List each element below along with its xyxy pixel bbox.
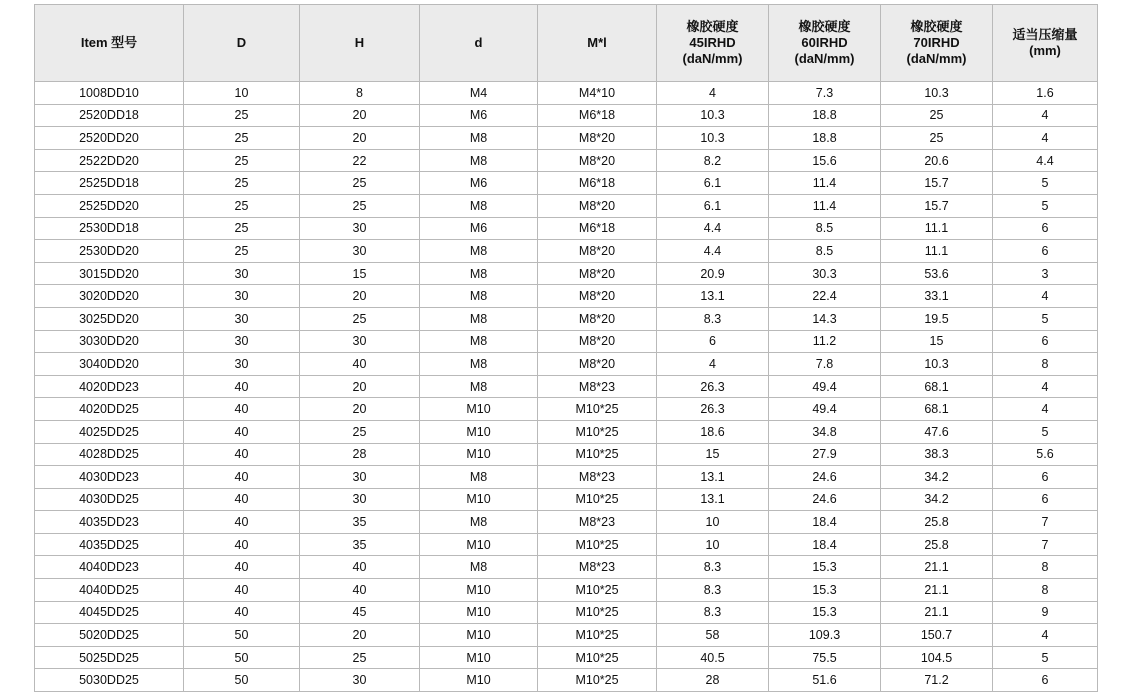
table-cell: 8.5 [769,240,881,263]
table-cell: 10.3 [881,82,993,105]
table-cell: 6 [993,240,1098,263]
table-cell: 25.8 [881,533,993,556]
table-cell: 20 [300,104,420,127]
table-cell: 20.9 [657,262,769,285]
table-cell: 47.6 [881,420,993,443]
table-cell: M8 [420,330,538,353]
table-cell: 8.3 [657,307,769,330]
table-row [35,556,1098,579]
table-cell: M8*20 [538,285,657,308]
table-cell: M8 [420,149,538,172]
table-cell: 18.6 [657,420,769,443]
table-cell: 15.3 [769,556,881,579]
table-cell: M10 [420,646,538,669]
table-cell: 4 [657,353,769,376]
table-cell: 40 [184,375,300,398]
table-cell: 9 [993,601,1098,624]
table-cell: M10*25 [538,533,657,556]
table-cell: 40 [184,398,300,421]
table-cell: 6.1 [657,194,769,217]
column-header-line: d [474,34,483,50]
table-row [35,127,1098,150]
column-header-line: (daN/mm) [794,51,855,67]
table-cell: 6 [993,330,1098,353]
table-cell: 40 [300,353,420,376]
column-header-line: (daN/mm) [906,51,967,67]
column-header-8 [993,5,1098,82]
table-row [35,149,1098,172]
column-header-line: 橡胶硬度 [798,18,851,34]
table-cell: 25 [300,420,420,443]
table-cell: 8.5 [769,217,881,240]
table-cell: M8*20 [538,194,657,217]
table-cell: 24.6 [769,466,881,489]
table-cell: 11.4 [769,194,881,217]
column-header-1 [184,5,300,82]
table-cell: 8 [300,82,420,105]
table-cell: M10*25 [538,579,657,602]
table-cell: 8 [993,556,1098,579]
table-cell: M10 [420,398,538,421]
cell-item-model: 5025DD25 [35,646,184,669]
table-cell: M6*18 [538,217,657,240]
cell-item-model: 4040DD25 [35,579,184,602]
table-cell: M8*23 [538,556,657,579]
table-cell: M10*25 [538,488,657,511]
table-cell: 6.1 [657,172,769,195]
table-row [35,375,1098,398]
table-cell: M8 [420,375,538,398]
table-row [35,646,1098,669]
table-cell: M10 [420,624,538,647]
table-row [35,624,1098,647]
cell-item-model: 4025DD25 [35,420,184,443]
table-cell: 40 [184,488,300,511]
table-cell: 6 [993,488,1098,511]
table-cell: 26.3 [657,375,769,398]
column-header-7 [881,5,993,82]
table-cell: M10 [420,488,538,511]
table-cell: 15 [657,443,769,466]
table-cell: M10 [420,420,538,443]
cell-item-model: 2525DD18 [35,172,184,195]
table-cell: 27.9 [769,443,881,466]
table-cell: M10*25 [538,669,657,692]
table-cell: 25 [300,646,420,669]
table-row [35,82,1098,105]
table-cell: M8 [420,353,538,376]
table-cell: 25 [184,104,300,127]
table-cell: 50 [184,669,300,692]
table-cell: M8 [420,262,538,285]
table-cell: M8 [420,285,538,308]
table-cell: M8 [420,194,538,217]
table-cell: 40 [184,533,300,556]
table-cell: 19.5 [881,307,993,330]
cell-item-model: 4035DD23 [35,511,184,534]
table-cell: 11.2 [769,330,881,353]
table-cell: 21.1 [881,601,993,624]
table-cell: 40 [184,420,300,443]
table-cell: 4 [993,375,1098,398]
table-cell: 4 [657,82,769,105]
table-cell: 4 [993,127,1098,150]
table-cell: 11.4 [769,172,881,195]
table-cell: 30 [184,262,300,285]
table-row [35,217,1098,240]
table-cell: M8*23 [538,511,657,534]
table-cell: 49.4 [769,398,881,421]
table-row [35,398,1098,421]
table-cell: 25 [184,127,300,150]
cell-item-model: 4030DD25 [35,488,184,511]
header-row [35,5,1098,82]
table-cell: M10 [420,443,538,466]
table-cell: 45 [300,601,420,624]
table-cell: 4.4 [657,217,769,240]
table-cell: 4 [993,398,1098,421]
table-cell: 68.1 [881,398,993,421]
table-cell: 8.3 [657,601,769,624]
table-cell: 20 [300,398,420,421]
cell-item-model: 2520DD20 [35,127,184,150]
table-cell: 20 [300,285,420,308]
table-cell: 13.1 [657,488,769,511]
column-header-line: 60IRHD [801,34,848,50]
table-cell: 10.3 [657,104,769,127]
table-cell: 25 [184,149,300,172]
table-cell: 22 [300,149,420,172]
table-cell: M6*18 [538,104,657,127]
table-cell: 109.3 [769,624,881,647]
table-cell: 40 [184,466,300,489]
table-cell: 15.3 [769,579,881,602]
table-cell: 25 [184,217,300,240]
table-row [35,466,1098,489]
table-cell: M8 [420,466,538,489]
table-cell: 30.3 [769,262,881,285]
table-row [35,285,1098,308]
table-cell: 25 [184,194,300,217]
table-cell: 6 [993,466,1098,489]
table-cell: 51.6 [769,669,881,692]
table-row [35,330,1098,353]
table-cell: 15 [881,330,993,353]
table-row [35,172,1098,195]
table-row [35,104,1098,127]
table-row [35,307,1098,330]
table-cell: 13.1 [657,285,769,308]
table-cell: 18.4 [769,533,881,556]
table-cell: 8.3 [657,556,769,579]
table-cell: 40 [184,443,300,466]
table-cell: 18.8 [769,104,881,127]
table-cell: M8 [420,307,538,330]
table-cell: 30 [300,488,420,511]
column-header-line: 橡胶硬度 [686,18,739,34]
table-cell: 71.2 [881,669,993,692]
column-header-line: 适当压缩量 [1012,26,1078,42]
table-cell: 15.3 [769,601,881,624]
column-header-line: 45IRHD [689,34,736,50]
table-cell: M8*20 [538,307,657,330]
table-cell: 8 [993,353,1098,376]
table-cell: 4 [993,285,1098,308]
cell-item-model: 3040DD20 [35,353,184,376]
table-cell: M4*10 [538,82,657,105]
table-row [35,488,1098,511]
table-cell: 30 [184,353,300,376]
cell-item-model: 4040DD23 [35,556,184,579]
specification-table [34,4,1098,692]
table-cell: 15.7 [881,194,993,217]
column-header-line: Item 型号 [80,34,138,50]
table-row [35,353,1098,376]
table-cell: 40 [184,579,300,602]
table-cell: 10 [657,511,769,534]
column-header-line: H [354,34,365,50]
table-cell: 3 [993,262,1098,285]
table-row [35,579,1098,602]
table-cell: 30 [184,330,300,353]
table-cell: 4.4 [657,240,769,263]
table-cell: 30 [300,466,420,489]
table-cell: 8 [993,579,1098,602]
table-cell: M8*20 [538,262,657,285]
table-cell: M8 [420,556,538,579]
table-cell: M10*25 [538,601,657,624]
table-cell: M8 [420,127,538,150]
table-cell: 25 [300,307,420,330]
table-cell: M10 [420,579,538,602]
cell-item-model: 4035DD25 [35,533,184,556]
table-cell: 30 [184,285,300,308]
table-cell: 35 [300,511,420,534]
table-cell: M10 [420,533,538,556]
cell-item-model: 4020DD25 [35,398,184,421]
table-row [35,669,1098,692]
table-cell: 68.1 [881,375,993,398]
table-cell: 40.5 [657,646,769,669]
cell-item-model: 3030DD20 [35,330,184,353]
table-header [35,5,1098,82]
table-cell: 30 [300,669,420,692]
table-cell: M10*25 [538,420,657,443]
table-cell: M10 [420,601,538,624]
table-cell: 10 [184,82,300,105]
table-cell: 34.2 [881,466,993,489]
table-cell: 5 [993,194,1098,217]
table-cell: 8.2 [657,149,769,172]
table-cell: 30 [184,307,300,330]
table-cell: 20 [300,624,420,647]
cell-item-model: 4028DD25 [35,443,184,466]
table-cell: M8*20 [538,127,657,150]
cell-item-model: 1008DD10 [35,82,184,105]
table-cell: 28 [657,669,769,692]
table-cell: M8*20 [538,330,657,353]
table-cell: 34.8 [769,420,881,443]
table-cell: 4 [993,104,1098,127]
table-cell: 25 [184,240,300,263]
table-cell: 25 [300,194,420,217]
column-header-4 [538,5,657,82]
table-cell: 10.3 [881,353,993,376]
column-header-2 [300,5,420,82]
cell-item-model: 2530DD20 [35,240,184,263]
table-cell: 20.6 [881,149,993,172]
table-cell: 6 [993,669,1098,692]
table-cell: 6 [657,330,769,353]
table-cell: 22.4 [769,285,881,308]
table-cell: 20 [300,127,420,150]
table-row [35,533,1098,556]
table-row [35,240,1098,263]
table-cell: 40 [184,511,300,534]
table-cell: 28 [300,443,420,466]
table-cell: 40 [184,601,300,624]
table-cell: M10*25 [538,624,657,647]
table-cell: 21.1 [881,556,993,579]
table-cell: 150.7 [881,624,993,647]
table-cell: 7 [993,511,1098,534]
table-cell: 8.3 [657,579,769,602]
column-header-6 [769,5,881,82]
table-cell: M8*23 [538,466,657,489]
table-cell: 26.3 [657,398,769,421]
table-body [35,82,1098,692]
table-cell: M6 [420,172,538,195]
table-cell: M6 [420,217,538,240]
table-cell: M4 [420,82,538,105]
table-cell: 1.6 [993,82,1098,105]
cell-item-model: 5020DD25 [35,624,184,647]
table-cell: M8*20 [538,149,657,172]
table-cell: 30 [300,217,420,240]
table-cell: 13.1 [657,466,769,489]
table-cell: M10*25 [538,398,657,421]
table-cell: 25 [881,127,993,150]
table-cell: 5 [993,172,1098,195]
table-cell: 30 [300,330,420,353]
column-header-5 [657,5,769,82]
table-row [35,601,1098,624]
table-cell: M8 [420,511,538,534]
table-cell: 21.1 [881,579,993,602]
table-cell: 11.1 [881,240,993,263]
table-cell: 4 [993,624,1098,647]
table-cell: 34.2 [881,488,993,511]
table-cell: 104.5 [881,646,993,669]
table-cell: 5 [993,420,1098,443]
table-cell: 24.6 [769,488,881,511]
cell-item-model: 2530DD18 [35,217,184,240]
table-cell: 15.6 [769,149,881,172]
table-cell: 15 [300,262,420,285]
table-cell: M6 [420,104,538,127]
table-cell: 7.8 [769,353,881,376]
table-cell: 53.6 [881,262,993,285]
cell-item-model: 2520DD18 [35,104,184,127]
cell-item-model: 2522DD20 [35,149,184,172]
table-cell: 5.6 [993,443,1098,466]
table-cell: 75.5 [769,646,881,669]
table-cell: 33.1 [881,285,993,308]
table-cell: 50 [184,646,300,669]
table-row [35,262,1098,285]
table-cell: 10.3 [657,127,769,150]
table-cell: 18.8 [769,127,881,150]
table-cell: 38.3 [881,443,993,466]
table-cell: 25 [184,172,300,195]
column-header-3 [420,5,538,82]
cell-item-model: 3020DD20 [35,285,184,308]
table-cell: M10*25 [538,646,657,669]
table-cell: M8*20 [538,240,657,263]
column-header-line: 橡胶硬度 [910,18,963,34]
table-cell: 25 [300,172,420,195]
table-cell: 7 [993,533,1098,556]
table-cell: 5 [993,646,1098,669]
table-cell: 11.1 [881,217,993,240]
table-cell: M8*23 [538,375,657,398]
table-cell: 49.4 [769,375,881,398]
table-cell: M10*25 [538,443,657,466]
table-cell: 15.7 [881,172,993,195]
table-cell: M8 [420,240,538,263]
table-cell: 6 [993,217,1098,240]
cell-item-model: 5030DD25 [35,669,184,692]
table-cell: 40 [184,556,300,579]
table-row [35,443,1098,466]
table-cell: M8*20 [538,353,657,376]
table-row [35,420,1098,443]
cell-item-model: 4020DD23 [35,375,184,398]
column-header-line: (daN/mm) [682,51,743,67]
table-cell: 7.3 [769,82,881,105]
column-header-line: M*l [587,34,607,50]
column-header-line: D [236,34,247,50]
table-cell: 20 [300,375,420,398]
cell-item-model: 3025DD20 [35,307,184,330]
cell-item-model: 3015DD20 [35,262,184,285]
table-cell: 40 [300,556,420,579]
table-cell: 30 [300,240,420,263]
column-header-line: 70IRHD [913,34,960,50]
column-header-0 [35,5,184,82]
table-cell: 40 [300,579,420,602]
cell-item-model: 2525DD20 [35,194,184,217]
table-row [35,194,1098,217]
table-cell: 10 [657,533,769,556]
table-cell: M10 [420,669,538,692]
cell-item-model: 4045DD25 [35,601,184,624]
table-cell: 5 [993,307,1098,330]
table-cell: 18.4 [769,511,881,534]
table-cell: 50 [184,624,300,647]
table-cell: 25 [881,104,993,127]
table-row [35,511,1098,534]
table-cell: 35 [300,533,420,556]
table-cell: 4.4 [993,149,1098,172]
table-cell: 58 [657,624,769,647]
column-header-line: (mm) [1029,43,1061,58]
table-cell: M6*18 [538,172,657,195]
table-cell: 25.8 [881,511,993,534]
cell-item-model: 4030DD23 [35,466,184,489]
table-cell: 14.3 [769,307,881,330]
